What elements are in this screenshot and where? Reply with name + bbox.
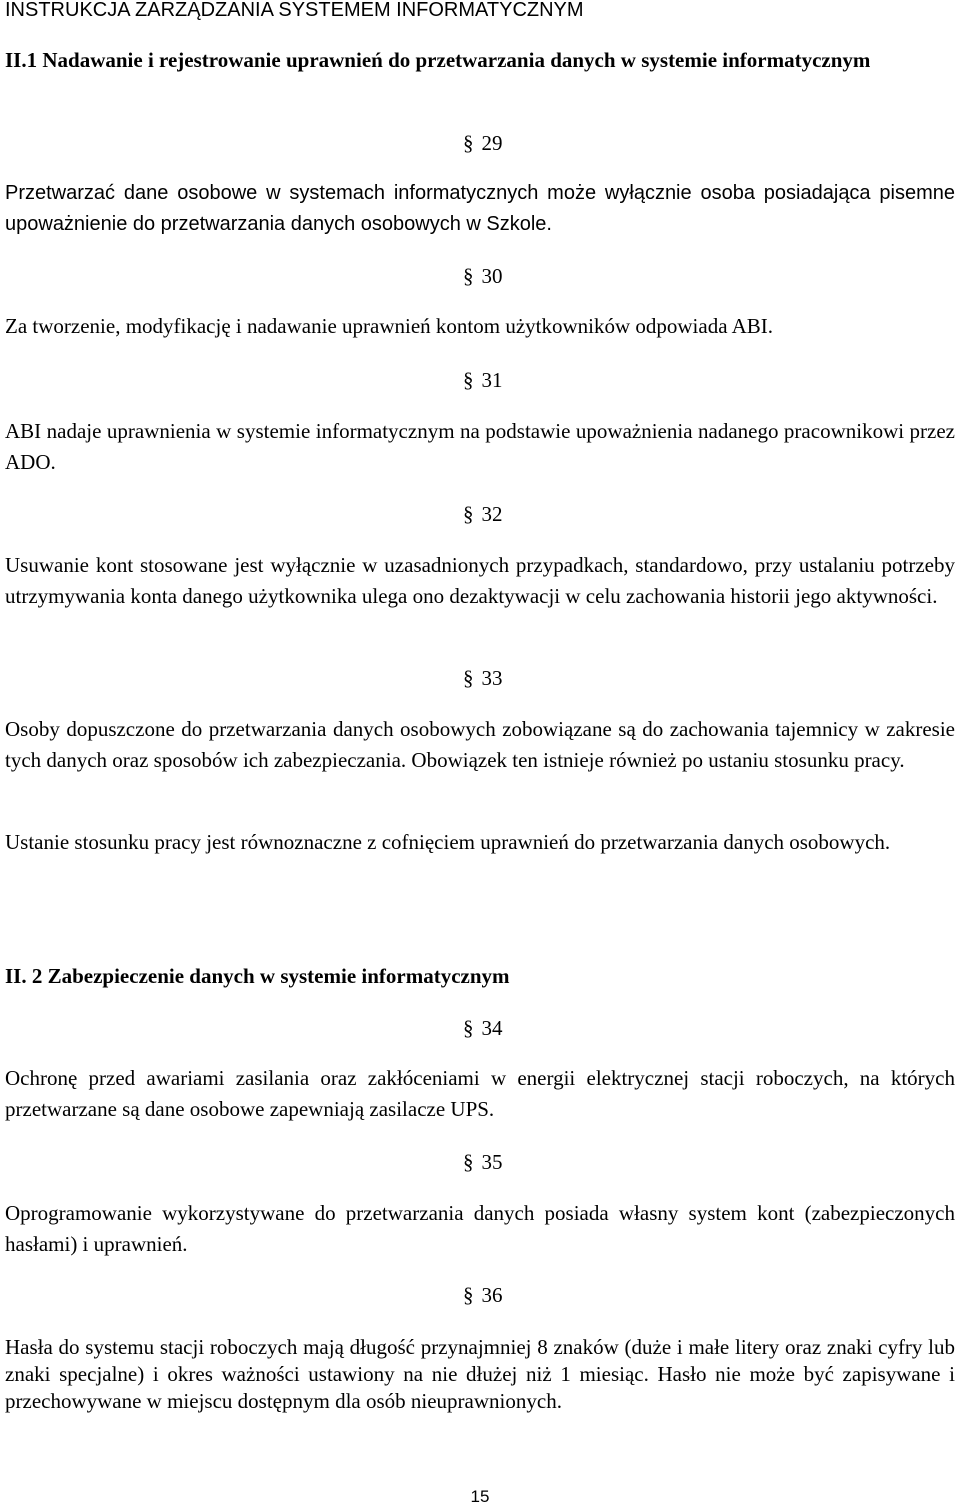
section-symbol: § (463, 502, 474, 526)
section-number-31 (463, 366, 503, 394)
paragraph-34: Ochronę przed awariami zasilania oraz zakłóceniami w energii elektrycznej stacji roboczych, na których przetwarzane są dane osobowe zapewniają zasilacze UPS. (5, 1066, 955, 1121)
section-number: 33 (481, 666, 503, 690)
paragraph-35: Oprogramowanie wykorzystywane do przetwarzania danych posiada własny system kont (zabezpieczonych hasłami) i uprawnień. (5, 1201, 955, 1256)
section-heading-ii-1: II.1 Nadawanie i rejestrowanie uprawnień do przetwarzania danych w systemie informatycznym (5, 48, 871, 72)
section-symbol: § (463, 264, 474, 288)
page-number: 15 (470, 1487, 490, 1506)
section-heading-ii-2: II. 2 Zabezpieczenie danych w systemie informatycznym (5, 964, 510, 988)
paragraph-29: Przetwarzać dane osobowe w systemach informatycznych może wyłącznie osoba posiadająca pisemne upoważnienie do przetwarzania danych osobowych w Szkole. (5, 182, 955, 235)
paragraph-33-continued: Ustanie stosunku pracy jest równoznaczne z cofnięciem uprawnień do przetwarzania danych osobowych. (5, 830, 891, 854)
section-number: 34 (481, 1016, 503, 1040)
section-number: 30 (481, 264, 503, 288)
section-number: 29 (481, 131, 503, 155)
paragraph-33: Osoby dopuszczone do przetwarzania danych osobowych zobowiązane są do zachowania tajemnicy w zakresie tych danych oraz sposobów ich zabezpieczania. Obowiązek ten istnieje również po ustaniu stosunku pracy. (5, 717, 955, 772)
document-title: INSTRUKCJA ZARZĄDZANIA SYSTEMEM INFORMATYCZNYM (5, 0, 584, 21)
section-number-34 (463, 1014, 503, 1042)
section-symbol: § (463, 1283, 474, 1307)
section-number-30 (463, 262, 503, 290)
paragraph-31: ABI nadaje uprawnienia w systemie informatycznym na podstawie upoważnienia nadanego pracownikowi przez ADO. (5, 419, 955, 474)
section-symbol: § (463, 131, 474, 155)
section-symbol: § (463, 368, 474, 392)
section-number-36 (463, 1281, 503, 1309)
section-number-32 (463, 500, 503, 528)
section-number: 31 (481, 368, 503, 392)
section-symbol: § (463, 666, 474, 690)
section-number: 35 (481, 1150, 503, 1174)
section-symbol: § (463, 1150, 474, 1174)
section-symbol: § (463, 1016, 474, 1040)
paragraph-36: Hasła do systemu stacji roboczych mają długość przynajmniej 8 znaków (duże i małe litery oraz znaki cyfry lub znaki specjalne) i okres ważności ustawiony na nie dłużej niż 1 miesiąc. Hasło nie może być zapisywane i przechowywane w miejscu dostępnym dla osób nieuprawnionych. (5, 1335, 955, 1413)
section-number: 32 (481, 502, 503, 526)
paragraph-32: Usuwanie kont stosowane jest wyłącznie w uzasadnionych przypadkach, standardowo, przy ustalaniu potrzeby utrzymywania konta danego użytkownika ulega ono dezaktywacji w celu zachowania historii jego aktywności. (5, 553, 955, 608)
paragraph-30: Za tworzenie, modyfikację i nadawanie uprawnień kontom użytkowników odpowiada ABI. (5, 314, 774, 338)
section-number: 36 (481, 1283, 503, 1307)
section-number-35 (463, 1148, 503, 1176)
section-number-33 (463, 664, 503, 692)
section-number-29 (463, 129, 503, 157)
